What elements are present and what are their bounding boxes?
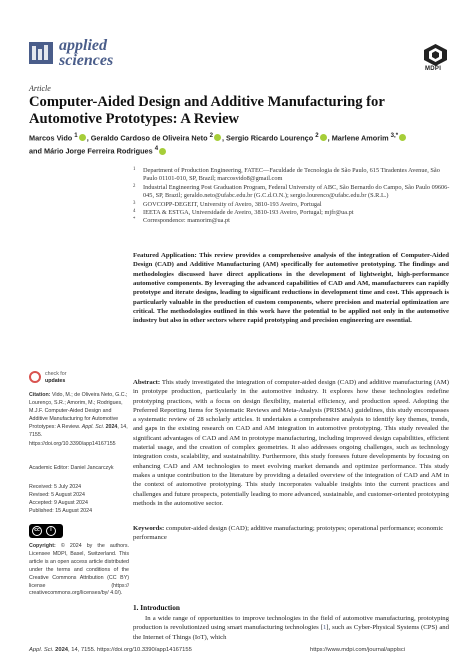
cc-by-license-icon[interactable]: cc i [29,524,63,538]
orcid-icon[interactable] [320,134,327,141]
keywords-label: Keywords: [133,525,165,532]
mdpi-logo-icon [424,44,447,66]
author-sup: 1 [74,132,78,139]
orcid-icon[interactable] [159,148,166,155]
abstract [133,378,449,508]
author-sup: 2 [315,132,319,139]
journal-name-line1: applied [59,37,107,54]
correspondence [133,217,453,225]
author-separator: , [86,133,91,143]
accepted-date: Accepted: 9 August 2024 [29,499,88,506]
author-list [29,130,449,157]
affiliation-number: 2 [133,183,136,189]
author-name: Marcos Vido [29,133,73,143]
author-sup: 3,* [390,132,399,139]
check-updates-label [45,371,85,384]
author-sup: 4 [154,145,159,153]
affiliation-number: 1 [133,167,136,172]
citation-label: Citation: [29,392,51,398]
publisher-label: MDPI [425,66,442,72]
copyright-notice [29,543,129,598]
orcid-icon[interactable] [214,134,221,141]
citation-journal: Appl. Sci. [81,424,105,431]
copyright-label: Copyright: [29,543,56,549]
journal-name-line2: sciences [59,52,114,69]
author-name: Sergio Ricardo Lourenço [226,133,314,143]
copyright-text: © 2024 by the authors. Licensee MDPI, Basel, Switzerland. This article is an open access article distributed under the terms and conditions of the Creative Commons Attribution (CC BY) license (https:// creativecommons.org/licenses/by/ 4.0/). [29,543,129,597]
correspondence-text: Correspondence: mamorim@ua.pt [143,217,230,225]
affiliation-text: Department of Production Engineering, FATEC—Faculdade de Tecnologia de São Paulo, 615 Tiradentes Avenue, São Paulo 01101-010, SP, Brazil; marcosvido8@gmail.com [143,167,440,183]
journal-logo-icon [29,42,53,64]
footer-citation [29,647,192,653]
published-date: Published: 15 August 2024 [29,507,93,514]
affiliations [133,167,453,226]
intro-text-part: ], such as Cyber-Physical Systems (CPS) and the Internet of Things (IoT), which [133,624,449,641]
footer-journal-url[interactable]: https://www.mdpi.com/journal/applsci [310,647,406,653]
article-type: Article [29,84,51,93]
citation-year: 2024 [105,424,118,431]
article-title: Computer-Aided Design and Additive Manufacturing for Automotive Prototypes: A Review [29,94,385,127]
footer-year: 2024 [55,647,69,653]
author-name: Geraldo Cardoso de Oliveira Neto [90,133,208,143]
footer-doi[interactable]: , 14, 7155. https://doi.org/10.3390/app14167155 [68,647,192,653]
author-name: Marlene Amorim [331,133,389,143]
check-for-text: check for [45,371,67,377]
revised-date: Revised: 5 August 2024 [29,491,85,498]
intro-text-part: In a wide range of opportunities to improve technologies in the field of automotive manufacturing, prototyping production is revolutionized using smart manufacturing technologies [ [133,615,449,632]
affiliation-item [133,184,453,201]
featured-text: This review provides a comprehensive analysis of the integration of Computer-Aided Design (CAD) and Additive Manufacturing (AM) specifically for automotive prototyping. The findings and methodologies discussed have direct applications in the development of lightweight, high-performance automotive components. By leveraging the advanced capabilities of CAD and AM, manufacturers can rapidly prototype and iterate designs, leading to significant reductions in development time and cost. This approach is particularly valuable in the production of custom components, where precision and material optimization are critical. The methodologies outlined in this work have the potential to be applied not only in the automotive industry but also in other sectors where rapid prototyping and precision engineering are essential. [133,252,449,325]
affiliation-text: GOVCOPP-DEGEIT, University of Aveiro, 3810-193 Aveiro, Portugal [143,200,322,208]
keywords-text: computer-aided design (CAD); additive manufacturing; prototypes; operational performance; economic performance [133,525,444,542]
orcid-icon[interactable] [399,134,406,141]
affiliation-number: * [133,217,136,223]
affiliation-text: IEETA & ESTGA, Universidade de Aveiro, 3810-193 Aveiro, Portugal; mjfr@ua.pt [143,209,354,217]
publication-dates [29,484,129,516]
featured-application [133,251,449,326]
updates-text: updates [45,377,66,384]
abstract-text: This study investigated the integration of computer-aided design (CAD) and additive manufacturing (AM) in prototype production, particularly in the automotive industry. It explores how these technologies redefine prototyping practices, with a focus on design flexibility, material efficiency, and production speed. Adopting the Preferred Reporting Items for Systematic Reviews and Meta-Analysis (PRISMA) guidelines, this study encompasses a systematic review of 28 scholarly articles. It undertakes a comprehensive analysis to identify key themes, trends, and gaps in the existing research on CAD and AM integration in automotive prototyping. This study revealed the significant advantages of CAD and AM in prototype manufacturing, including improved design capabilities, efficient material usage, and the creation of complex geometries. It also addresses ongoing challenges, such as technology integration costs, scalability, and sustainability. Furthermore, this study foresees future developments by focusing on enhancing CAD and AM technologies to meet evolving market demands and optimize performance. This study makes a unique contribution to the literature by providing a detailed overview of the integration of CAD and AM in the context of automotive prototyping. This study incorporates valuable insights into the current practices and challenges and future prospects, potentially leading to more advanced, sustainable, and customer-oriented prototyping methods in the automotive sector. [133,379,449,507]
reference-link[interactable]: 1 [322,624,327,632]
affiliation-number: 3 [133,200,136,206]
featured-label: Featured Application: [133,252,197,259]
footer-journal: Appl. Sci. [29,647,54,653]
affiliation-item [133,201,453,209]
received-date: Received: 5 July 2024 [29,484,82,490]
author-name: and Mário Jorge Ferreira Rodrigues [29,146,153,156]
affiliation-number: 4 [133,209,136,215]
citation [29,391,129,448]
citation-doi[interactable]: , 14, 7155. https://doi.org/10.3390/app14167155 [29,424,128,447]
citation-text: Vido, M.; de Oliveira Neto, G.C.; Lourenço, S.R.; Amorim, M.; Rodrigues, M.J.F. Computer-Aided Design and Additive Manufacturing for Automotive Prototypes: A Review. [29,392,128,431]
abstract-label: Abstract: [133,379,161,386]
introduction-text [133,614,449,642]
academic-editor: Academic Editor: Daniel Jancarczyk [29,465,114,471]
keywords [133,524,449,543]
affiliation-item [133,167,453,184]
affiliation-item [133,209,453,217]
check-updates-icon [29,371,41,383]
author-sup: 2 [209,132,213,139]
orcid-icon[interactable] [79,134,86,141]
author-separator: , [221,133,227,143]
author-separator: , [327,133,332,143]
section-heading: 1. Introduction [133,603,180,612]
journal-name [59,38,113,68]
affiliation-text: Industrial Engineering Post Graduation Program, Federal University of ABC, São Bernardo do Campo, São Paulo 09606-045, SP, Brazil; geraldo.neto@ufabc.edu.br (G.C.d.O.N.); sergio.lourenco@ufabc.edu.br (S.R.L.) [143,183,450,200]
